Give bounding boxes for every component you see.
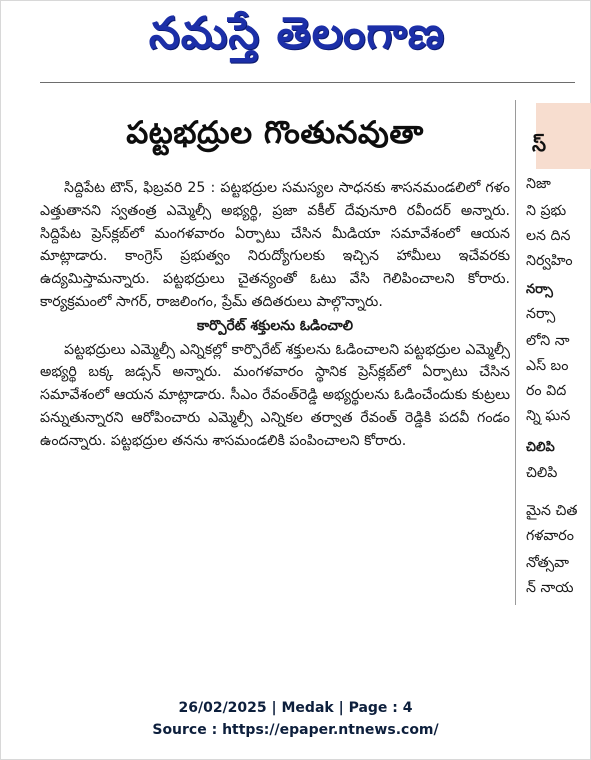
adjacent-line: నోత్సవా <box>526 555 570 571</box>
source-url: Source : https://epaper.ntnews.com/ <box>152 722 439 738</box>
adjacent-subheading: చిలిపి <box>526 440 555 455</box>
adjacent-line: లోని నా <box>526 333 570 349</box>
adjacent-line: లన దిన <box>526 228 571 244</box>
adjacent-line: న్ని ఘన <box>526 408 571 424</box>
adjacent-line: రం విద <box>526 383 567 399</box>
adjacent-line: నిజా <box>526 176 551 192</box>
article-paragraph: సిద్దిపేట టౌన్, ఫిబ్రవరి 25 : పట్టభద్రుల సమస్యల సాధనకు శాసనమండలిలో గళం ఎత్తుతానని స్వతంత్ర ఎమ్మెల్సీ అభ్యర్థి, ప్రజా వకీల్ దేవునూరి రవీందర్ అన్నారు. సిద్దిపేట ప్రెస్‌క్లబ్‌లో మంగళవారం ఏర్పాటు చేసిన మీడియా సమావేశంలో ఆయన మాట్లాడారు. కాంగ్రెస్ ప్రభుత్వం నిరుద్యోగులకు ఇచ్చిన హామీలు ఇచేవరకు ఉద్యమిస్తామన్నారు. పట్టభద్రులు చైతన్యంతో ఓటు వేసి గెలిపించాలని కోరారు. కార్యక్రమంలో సాగర్, రాజలింగం, ప్రేమ్ తదితరులు పాల్గొన్నారు. <box>40 180 510 310</box>
adjacent-line: నర్సా <box>526 306 556 322</box>
adjacent-subheading: నర్సా <box>526 282 553 297</box>
adjacent-line: గళవారం <box>526 528 574 544</box>
masthead-divider <box>40 82 575 83</box>
adjacent-line: నిర్వహిం <box>526 253 573 269</box>
adjacent-line: చిలిపి <box>526 465 558 481</box>
adjacent-article-column <box>515 100 591 605</box>
edition-info: 26/02/2025 | Medak | Page : 4 <box>178 700 413 716</box>
article-subheading: కార్పొరేట్ శక్తులను ఓడించాలి <box>196 317 354 334</box>
article-headline: పట్టభద్రుల గొంతునవుతా <box>126 115 424 151</box>
newspaper-masthead: నమస్తే తెలంగాణ <box>148 8 446 59</box>
article-body <box>40 177 510 453</box>
article-paragraph: పట్టభద్రులు ఎమ్మెల్సీ ఎన్నికల్లో కార్పొరేట్ శక్తులను ఓడించాలని పట్టభద్రుల ఎమ్మెల్సీ అభ్యర్థి బక్క జడ్సన్ అన్నారు. మంగళవారం స్థానిక ప్రెస్‌క్లబ్‌లో ఏర్పాటు చేసిన సమావేశంలో ఆయన మాట్లాడారు. సీఎం రేవంత్‌రెడ్డి అభ్యర్థులను ఓడించేందుకు కుట్రలు పన్నుతున్నారని ఆరోపించారు ఎమ్మెల్సీ ఎన్నికల తర్వాత రేవంత్ రెడ్డికి పదవీ గండం ఉందన్నారు. పట్టభద్రుల తనను శాసమండలికి పంపించాలని కోరారు. <box>40 341 510 449</box>
page-footer <box>0 697 591 741</box>
news-article <box>40 105 510 615</box>
adjacent-line: ని ప్రభు <box>526 203 567 219</box>
adjacent-line: న్ నాయ <box>526 580 574 596</box>
adjacent-line: ఎస్ బం <box>526 358 569 374</box>
adjacent-line: మైన చిత <box>526 503 578 519</box>
adjacent-headline-text: స్ <box>532 132 547 156</box>
